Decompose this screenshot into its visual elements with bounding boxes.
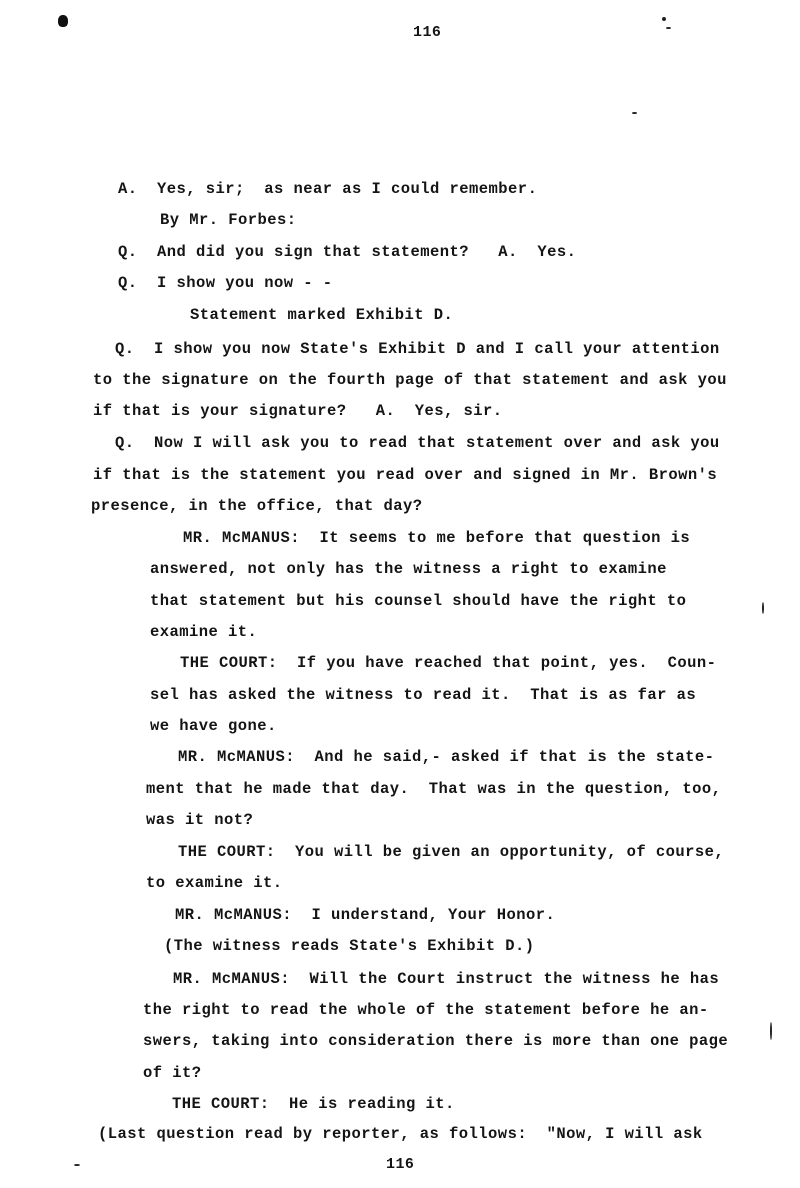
transcript-line: sel has asked the witness to read it. That is as far as bbox=[150, 686, 697, 704]
transcript-line: Statement marked Exhibit D. bbox=[190, 306, 454, 324]
transcript-line: of it? bbox=[143, 1064, 202, 1082]
footer-page-number: 116 bbox=[386, 1156, 415, 1173]
transcript-line: MR. McMANUS: I understand, Your Honor. bbox=[175, 906, 556, 924]
transcript-line: Q. I show you now - - bbox=[118, 274, 333, 292]
transcript-line: MR. McMANUS: It seems to me before that question is bbox=[183, 529, 691, 547]
transcript-line: THE COURT: If you have reached that point, yes. Coun- bbox=[180, 654, 717, 672]
transcript-line: MR. McMANUS: Will the Court instruct the witness he has bbox=[173, 970, 720, 988]
transcript-line: presence, in the office, that day? bbox=[91, 497, 423, 515]
transcript-line: answered, not only has the witness a right to examine bbox=[150, 560, 667, 578]
transcript-line: Q. I show you now State's Exhibit D and I call your attention bbox=[115, 340, 720, 358]
ink-blot-mark bbox=[58, 15, 68, 27]
transcript-line: to the signature on the fourth page of that statement and ask you bbox=[93, 371, 727, 389]
scan-speck bbox=[632, 112, 637, 114]
transcript-line: to examine it. bbox=[146, 874, 283, 892]
transcript-line: MR. McMANUS: And he said,- asked if that is the state- bbox=[178, 748, 715, 766]
transcript-line: ment that he made that day. That was in the question, too, bbox=[146, 780, 722, 798]
scan-speck bbox=[762, 602, 764, 614]
transcript-line: swers, taking into consideration there is more than one page bbox=[143, 1032, 729, 1050]
transcript-line: if that is the statement you read over and signed in Mr. Brown's bbox=[93, 466, 718, 484]
transcript-line: THE COURT: You will be given an opportunity, of course, bbox=[178, 843, 725, 861]
transcript-line: (The witness reads State's Exhibit D.) bbox=[164, 937, 535, 955]
transcript-line: A. Yes, sir; as near as I could remember. bbox=[118, 180, 538, 198]
transcript-line: if that is your signature? A. Yes, sir. bbox=[93, 402, 503, 420]
scan-speck bbox=[666, 27, 671, 29]
scan-speck bbox=[662, 17, 666, 21]
transcript-line: was it not? bbox=[146, 811, 254, 829]
scan-speck bbox=[770, 1022, 772, 1040]
transcript-line: Q. Now I will ask you to read that statement over and ask you bbox=[115, 434, 720, 452]
scan-speck bbox=[74, 1164, 80, 1166]
transcript-line: By Mr. Forbes: bbox=[160, 211, 297, 229]
header-page-number: 116 bbox=[413, 24, 442, 41]
transcript-line: THE COURT: He is reading it. bbox=[172, 1095, 455, 1113]
transcript-line: the right to read the whole of the statement before he an- bbox=[143, 1001, 709, 1019]
transcript-line: Q. And did you sign that statement? A. Yes. bbox=[118, 243, 577, 261]
transcript-line: examine it. bbox=[150, 623, 258, 641]
transcript-line: that statement but his counsel should have the right to bbox=[150, 592, 687, 610]
transcript-line: (Last question read by reporter, as follows: "Now, I will ask bbox=[98, 1125, 703, 1143]
transcript-line: we have gone. bbox=[150, 717, 277, 735]
